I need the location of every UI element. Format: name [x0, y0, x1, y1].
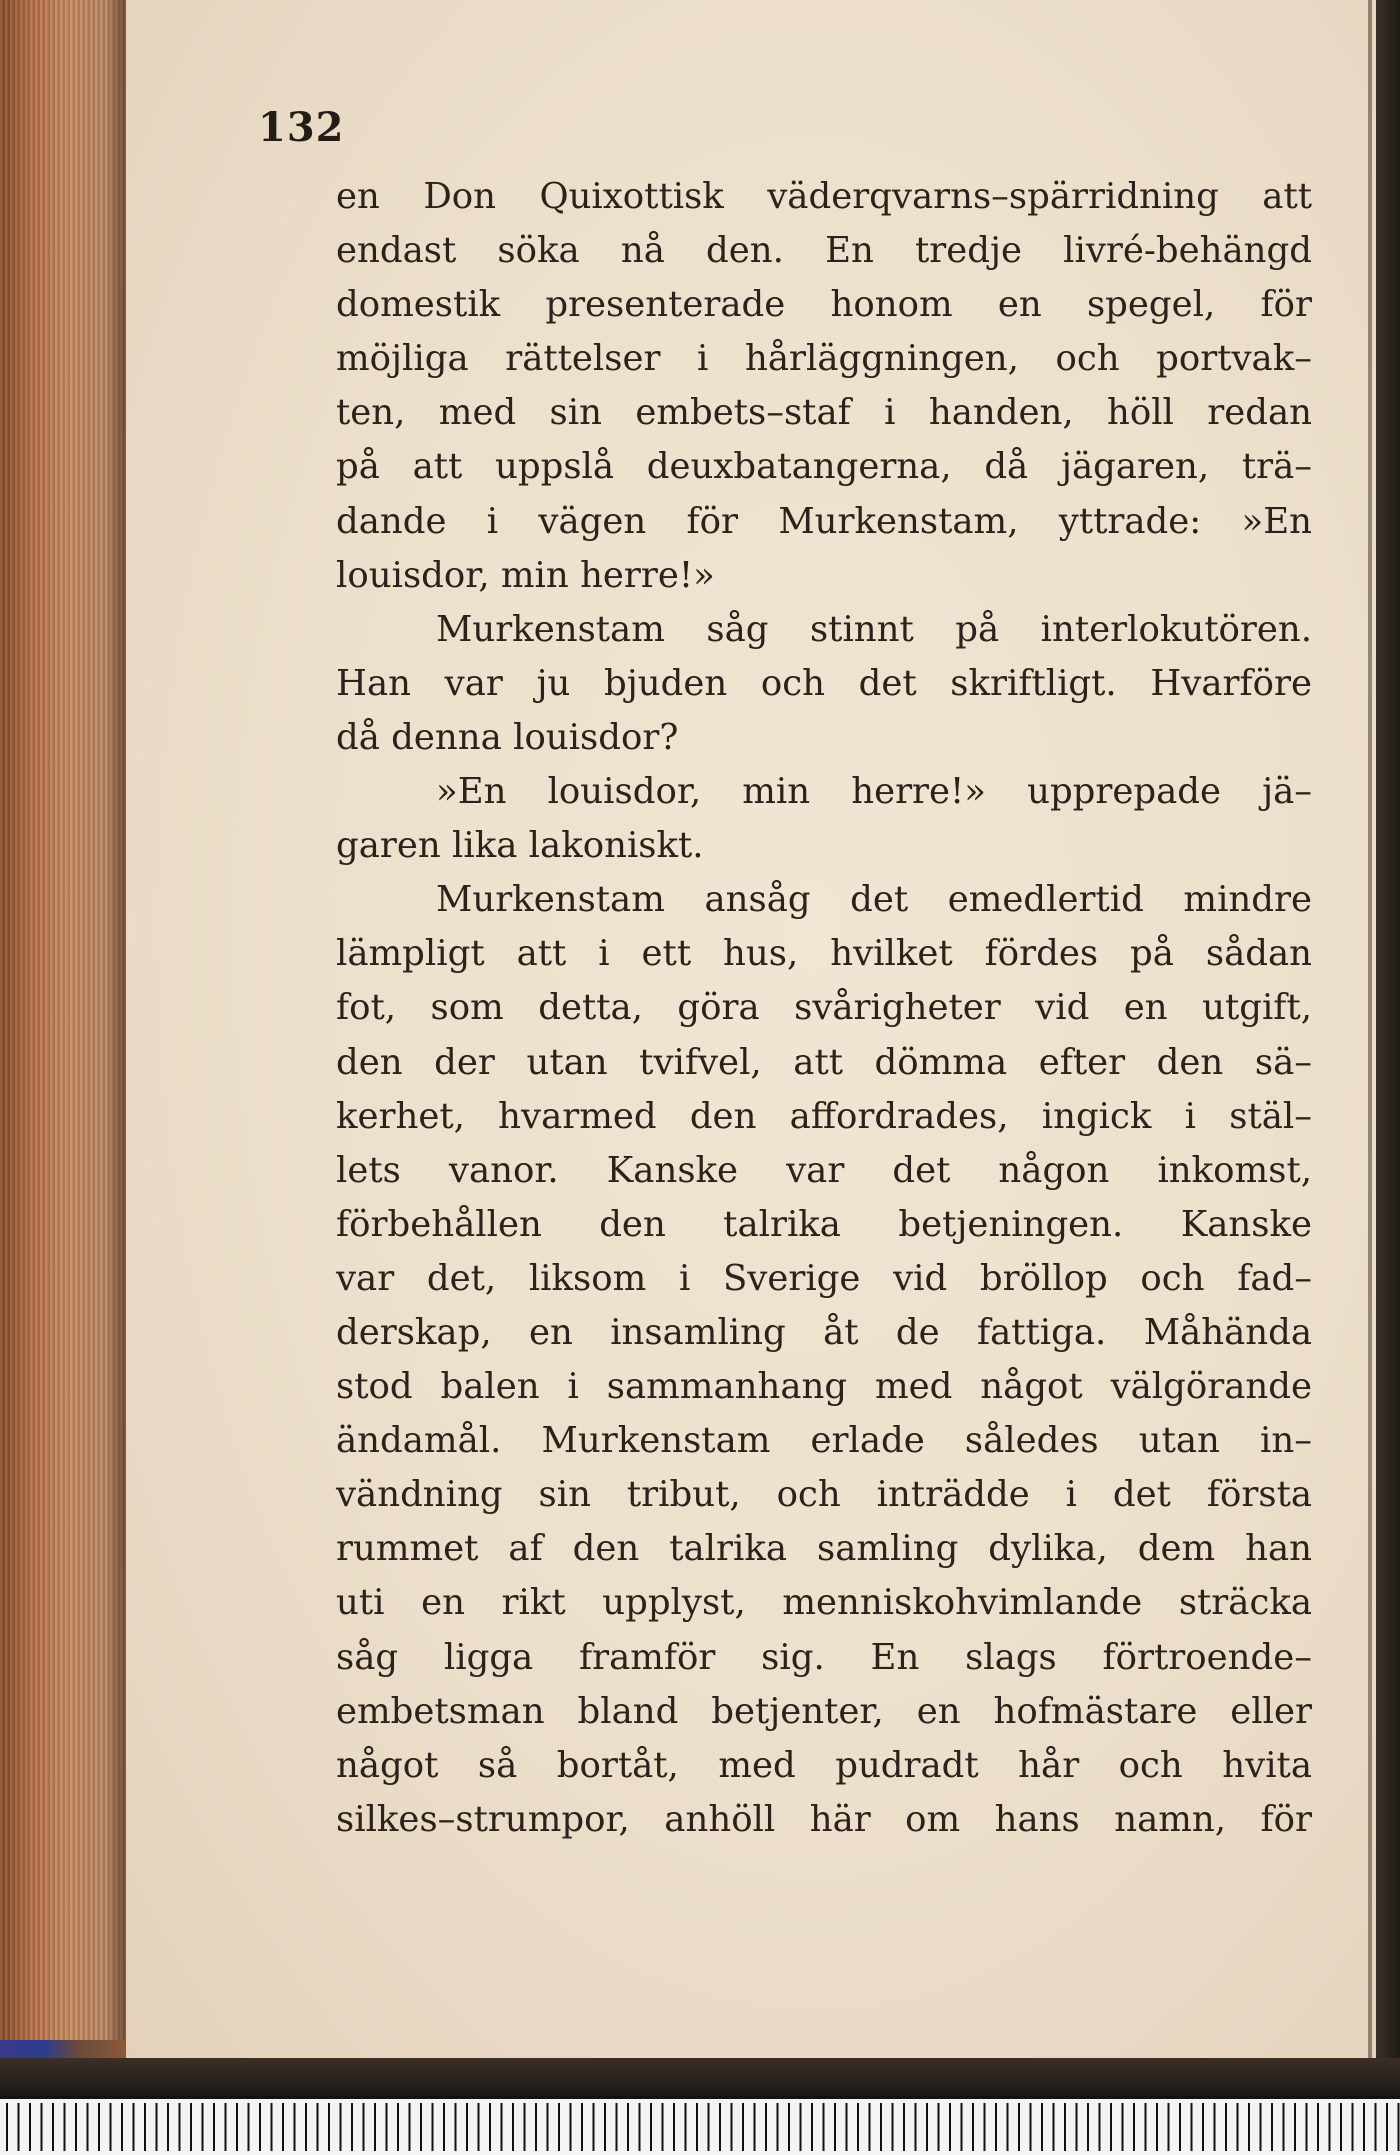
ruler-tick — [811, 2103, 813, 2151]
ruler-tick — [225, 2103, 227, 2151]
text-line: ändamål. Murkenstam erlade således utan in– — [336, 1420, 1312, 1462]
ruler-tick — [1317, 2103, 1319, 2151]
text-line: lets vanor. Kanske var det någon inkomst, — [336, 1149, 1312, 1191]
ruler-tick — [1248, 2103, 1250, 2151]
text-line: kerhet, hvarmed den affordrades, ingick i stäl– — [336, 1095, 1312, 1137]
ruler-tick — [1202, 2103, 1204, 2151]
ruler-tick — [52, 2103, 54, 2151]
ruler-tick — [1110, 2103, 1112, 2151]
ruler-tick — [409, 2103, 411, 2151]
ruler-tick — [1237, 2103, 1239, 2151]
ruler-tick — [535, 2103, 537, 2151]
ruler-tick — [1271, 2103, 1273, 2151]
ruler-tick — [156, 2103, 158, 2151]
ruler-tick — [6, 2103, 8, 2151]
ruler-tick — [29, 2103, 31, 2151]
text-line: louisdor, min herre!» — [336, 554, 715, 596]
ruler-tick — [1156, 2103, 1158, 2151]
ruler-tick — [179, 2103, 181, 2151]
ruler-tick — [926, 2103, 928, 2151]
ruler-tick — [1064, 2103, 1066, 2151]
ruler-tick — [731, 2103, 733, 2151]
ruler-tick — [1133, 2103, 1135, 2151]
ruler-tick — [455, 2103, 457, 2151]
ruler-tick — [788, 2103, 790, 2151]
ruler-tick — [662, 2103, 664, 2151]
text-line: vändning sin tribut, och inträdde i det första — [336, 1474, 1312, 1516]
text-line: förbehållen den talrika betjeningen. Kanske — [336, 1203, 1312, 1245]
ruler-tick — [1087, 2103, 1089, 2151]
ruler-tick — [1179, 2103, 1181, 2151]
ruler-tick — [627, 2103, 629, 2151]
ruler-tick — [271, 2103, 273, 2151]
ruler-tick — [696, 2103, 698, 2151]
ruler-tick — [1030, 2103, 1032, 2151]
ruler-tick — [823, 2103, 825, 2151]
text-line: den der utan tvifvel, att dömma efter den sä– — [336, 1041, 1312, 1083]
ruler-tick — [420, 2103, 422, 2151]
ruler-tick — [1145, 2103, 1147, 2151]
ruler-tick — [995, 2103, 997, 2151]
ruler-tick — [593, 2103, 595, 2151]
ruler-tick — [294, 2103, 296, 2151]
ruler-tick — [570, 2103, 572, 2151]
ruler-tick — [777, 2103, 779, 2151]
ruler-tick — [236, 2103, 238, 2151]
ruler-tick — [1260, 2103, 1262, 2151]
ruler-tick — [754, 2103, 756, 2151]
text-line: garen lika lakoniskt. — [336, 825, 704, 867]
ruler-tick — [616, 2103, 618, 2151]
ruler-tick — [915, 2103, 917, 2151]
ruler-tick — [1007, 2103, 1009, 2151]
ruler-tick — [489, 2103, 491, 2151]
ruler-tick — [880, 2103, 882, 2151]
ruler-tick — [363, 2103, 365, 2151]
ruler-tick — [144, 2103, 146, 2151]
text-line: Murkenstam ansåg det emedlertid mindre — [436, 879, 1312, 921]
ruler-tick — [1294, 2103, 1296, 2151]
ruler-tick — [1398, 2103, 1400, 2151]
ruler-tick — [213, 2103, 215, 2151]
ruler-tick — [248, 2103, 250, 2151]
ruler-tick — [547, 2103, 549, 2151]
right-background-strip — [1376, 0, 1400, 2060]
ruler-tick — [639, 2103, 641, 2151]
ruler-tick — [1099, 2103, 1101, 2151]
ruler-tick — [984, 2103, 986, 2151]
ruler-tick — [75, 2103, 77, 2151]
ruler-tick — [1352, 2103, 1354, 2151]
text-line: derskap, en insamling åt de fattiga. Måhända — [336, 1311, 1312, 1353]
ruler-tick — [869, 2103, 871, 2151]
ruler-tick — [765, 2103, 767, 2151]
text-line: ten, med sin embets–staf i handen, höll redan — [336, 392, 1312, 434]
text-line: på att uppslå deuxbatangerna, då jägaren, trä– — [336, 446, 1312, 488]
text-line: silkes–strumpor, anhöll här om hans namn, för — [336, 1798, 1312, 1840]
ruler-tick — [1018, 2103, 1020, 2151]
ruler-tick — [800, 2103, 802, 2151]
ruler-tick — [98, 2103, 100, 2151]
text-line: rummet af den talrika samling dylika, dem han — [336, 1528, 1312, 1570]
ruler-tick — [834, 2103, 836, 2151]
ruler-tick — [340, 2103, 342, 2151]
ruler-tick — [87, 2103, 89, 2151]
ruler-tick — [961, 2103, 963, 2151]
ruler-tick — [432, 2103, 434, 2151]
ruler-tick — [478, 2103, 480, 2151]
ruler-tick — [259, 2103, 261, 2151]
body-text — [336, 170, 1312, 1847]
ruler-tick — [133, 2103, 135, 2151]
ruler-tick — [1076, 2103, 1078, 2151]
text-line: stod balen i sammanhang med något välgörande — [336, 1366, 1312, 1408]
ruler-tick — [167, 2103, 169, 2151]
ruler-tick — [1191, 2103, 1193, 2151]
ruler-tick — [1214, 2103, 1216, 2151]
ruler-tick — [1225, 2103, 1227, 2151]
ruler-tick — [501, 2103, 503, 2151]
text-line: dande i vägen för Murkenstam, yttrade: »En — [336, 500, 1312, 542]
text-line: fot, som detta, göra svårigheter vid en utgift, — [336, 987, 1312, 1029]
ruler-tick — [708, 2103, 710, 2151]
bottom-shadow-band — [0, 2058, 1400, 2096]
ruler-tick — [1306, 2103, 1308, 2151]
text-line: en Don Quixottisk väderqvarns–spärridning att — [336, 176, 1312, 217]
ruler-tick — [282, 2103, 284, 2151]
ruler-tick — [742, 2103, 744, 2151]
ruler-tick — [650, 2103, 652, 2151]
ruler-tick — [397, 2103, 399, 2151]
ruler-tick — [972, 2103, 974, 2151]
ruler-tick — [1122, 2103, 1124, 2151]
text-line: endast söka nå den. En tredje livré-behängd — [336, 230, 1312, 272]
page-number: 132 — [258, 104, 345, 151]
text-line: Han var ju bjuden och det skriftligt. Hvarföre — [336, 662, 1312, 704]
ruler-tick — [938, 2103, 940, 2151]
ruler-tick — [1329, 2103, 1331, 2151]
ruler-tick — [1053, 2103, 1055, 2151]
ruler-tick — [903, 2103, 905, 2151]
ruler-tick — [1386, 2103, 1388, 2151]
ruler-tick — [110, 2103, 112, 2151]
ruler-tick — [18, 2103, 20, 2151]
ruler-tick — [604, 2103, 606, 2151]
text-line: något så bortåt, med pudradt hår och hvita — [336, 1744, 1312, 1786]
ruler-tick — [1283, 2103, 1285, 2151]
ruler-tick — [328, 2103, 330, 2151]
ruler-tick — [857, 2103, 859, 2151]
ruler-tick — [190, 2103, 192, 2151]
ruler-tick — [1375, 2103, 1377, 2151]
ruler-tick — [1168, 2103, 1170, 2151]
text-line: möjliga rättelser i hårläggningen, och portvak– — [336, 338, 1312, 380]
text-line: uti en rikt upplyst, menniskohvimlande sträcka — [336, 1582, 1312, 1624]
ruler-tick — [121, 2103, 123, 2151]
ruler-tick — [64, 2103, 66, 2151]
ruler-tick — [305, 2103, 307, 2151]
ruler-tick — [673, 2103, 675, 2151]
text-line: embetsman bland betjenter, en hofmästare eller — [336, 1690, 1312, 1732]
text-line: såg ligga framför sig. En slags förtroende– — [336, 1636, 1312, 1678]
text-line: lämpligt att i ett hus, hvilket fördes på sådan — [336, 933, 1312, 975]
ruler-tick — [41, 2103, 43, 2151]
ruler-tick — [719, 2103, 721, 2151]
ruler-tick — [466, 2103, 468, 2151]
ruler-tick — [374, 2103, 376, 2151]
ruler-tick — [949, 2103, 951, 2151]
text-line: domestik presenterade honom en spegel, för — [336, 284, 1312, 326]
ruler-ticks — [0, 2099, 1400, 2155]
ruler-tick — [1340, 2103, 1342, 2151]
text-line: då denna louisdor? — [336, 716, 679, 758]
ruler-tick — [846, 2103, 848, 2151]
ruler-tick — [512, 2103, 514, 2151]
text-line: »En louisdor, min herre!» upprepade jä– — [436, 771, 1312, 813]
text-line: var det, liksom i Sverige vid bröllop och fad– — [336, 1257, 1312, 1299]
ruler-tick — [443, 2103, 445, 2151]
ruler-tick — [892, 2103, 894, 2151]
ruler-tick — [351, 2103, 353, 2151]
page-right-edge — [1368, 0, 1372, 2058]
ruler-tick — [386, 2103, 388, 2151]
ruler-tick — [202, 2103, 204, 2151]
ruler-tick — [558, 2103, 560, 2151]
ruler-tick — [581, 2103, 583, 2151]
ruler-tick — [685, 2103, 687, 2151]
ruler-tick — [1041, 2103, 1043, 2151]
scale-ruler — [0, 2096, 1400, 2155]
ruler-tick — [1363, 2103, 1365, 2151]
ruler-tick — [524, 2103, 526, 2151]
text-line: Murkenstam såg stinnt på interlokutören. — [436, 608, 1312, 650]
ruler-tick — [317, 2103, 319, 2151]
